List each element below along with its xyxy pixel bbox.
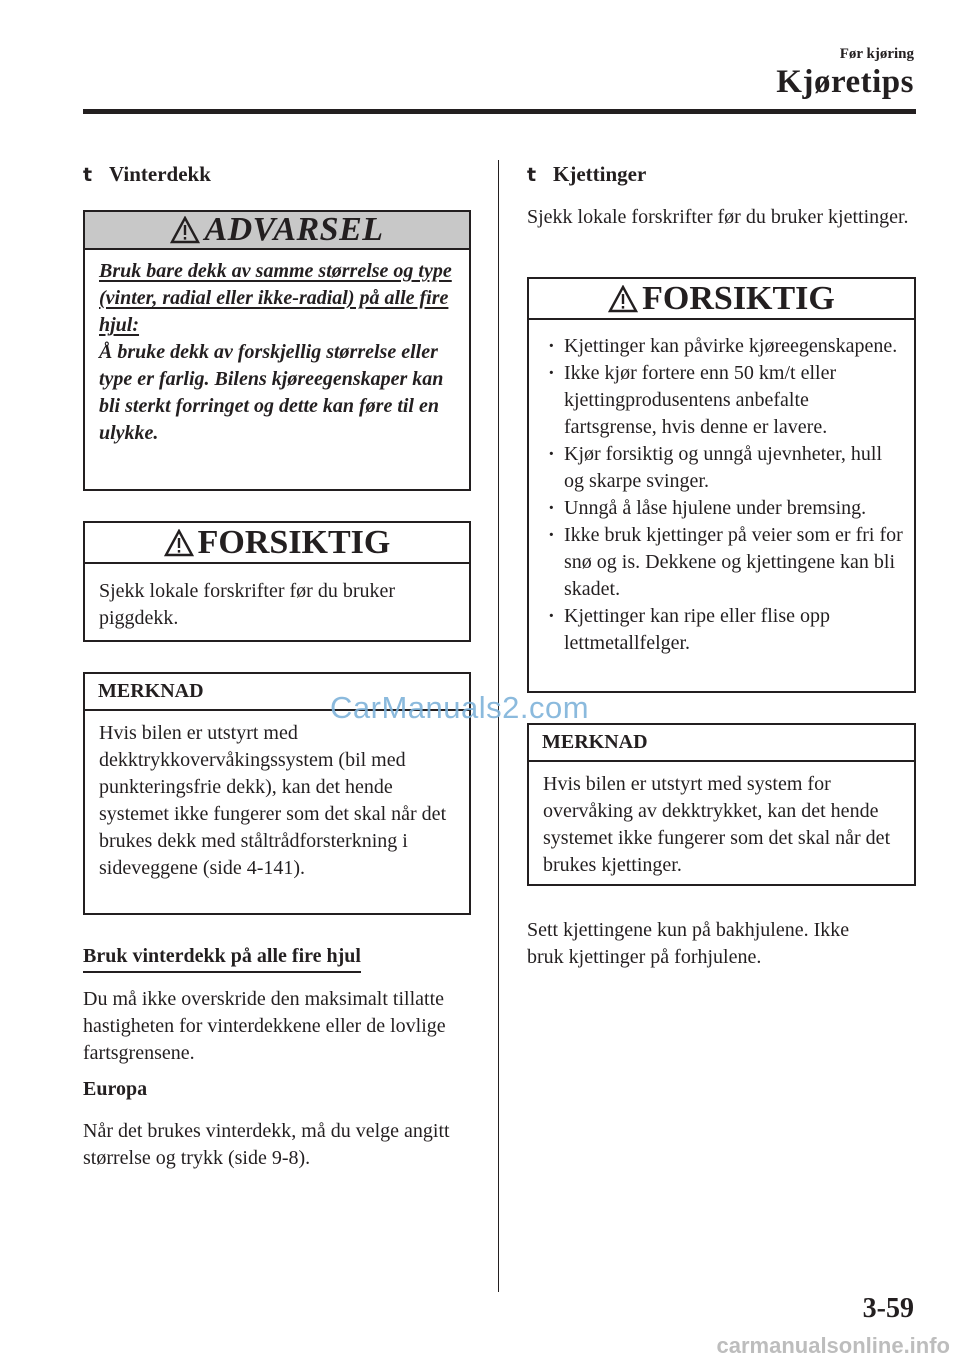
list-item: · Kjettinger kan påvirke kjøreegenskapene. <box>543 333 906 360</box>
advarsel-text: Å bruke dekk av forskjellig størrelse eller type er farlig. Bilens kjøreegenskaper kan bli sterkt forringet og dette kan føre til en ulykke. <box>99 341 444 444</box>
watermark-text: CarManuals2.com <box>330 690 590 725</box>
advarsel-box <box>83 210 471 491</box>
advarsel-title-bar <box>85 212 469 250</box>
forsiktig-list <box>543 333 906 657</box>
merknad-title: MERKNAD <box>85 674 469 711</box>
list-item: · Kjør forsiktig og unngå ujevnheter, hull og skarpe svinger. <box>543 441 906 495</box>
heading-kjettinger <box>527 162 646 187</box>
forsiktig-box-left <box>83 521 471 642</box>
list-item: · Unngå å låse hjulene under bremsing. <box>543 495 906 522</box>
closing-paragraph: Sett kjettingene kun på bakhjulene. Ikke bruk kjettinger på forhjulene. <box>527 919 850 968</box>
advarsel-title: ADVARSEL <box>204 211 384 248</box>
advarsel-body <box>85 250 469 457</box>
page-number: 3-59 <box>862 1293 914 1324</box>
forsiktig-title: FORSIKTIG <box>197 523 391 561</box>
warning-triangle-icon <box>170 216 200 244</box>
merknad-title: MERKNAD <box>529 725 914 762</box>
forsiktig-body: Sjekk lokale forskrifter før du bruker piggdekk. <box>99 580 396 629</box>
heading-marker: t <box>527 164 537 186</box>
advarsel-underlined-text: Bruk bare dekk av samme størrelse og type (vinter, radial eller ikke-radial) på alle fire hjul: <box>99 260 452 336</box>
list-item: · Ikke kjør fortere enn 50 km/t eller kjettingprodusentens anbefalte fartsgrense, hvis denne er lavere. <box>543 360 906 441</box>
chapter-title: Før kjøring <box>839 46 914 62</box>
heading-label: Vinterdekk <box>109 162 211 186</box>
heading-vinterdekk <box>83 162 211 187</box>
forsiktig-list-body <box>529 320 914 667</box>
list-item: · Kjettinger kan ripe eller flise opp lettmetallfelger. <box>543 603 906 657</box>
heading-marker: t <box>83 164 93 186</box>
forsiktig-title-bar <box>529 279 914 320</box>
list-item: · Ikke bruk kjettinger på veier som er fri for snø og is. Dekkene og kjettingene kan bli skadet. <box>543 522 906 603</box>
section-title: Kjøretips <box>776 64 914 100</box>
heading-label: Kjettinger <box>553 162 647 186</box>
warning-triangle-icon <box>608 285 638 313</box>
footer-watermark: carmanualsonline.info <box>716 1333 950 1358</box>
column-divider <box>498 160 499 1292</box>
merknad-body: Hvis bilen er utstyrt med system for overvåking av dekktrykket, kan det hende systemet ikke fungerer som det skal når det brukes kjettinger. <box>543 773 891 876</box>
forsiktig-title-bar <box>85 523 469 564</box>
merknad-box-right <box>527 723 916 886</box>
subheading-vinterdekk: Bruk vinterdekk på alle fire hjul <box>83 945 361 973</box>
europa-heading: Europa <box>83 1078 148 1100</box>
kjettinger-intro: Sjekk lokale forskrifter før du bruker kjettinger. <box>527 206 909 228</box>
forsiktig-title: FORSIKTIG <box>642 279 835 317</box>
paragraph-speed: Du må ikke overskride den maksimalt tillatte hastigheten for vinterdekkene eller de lovlige fartsgrensene. <box>83 988 446 1064</box>
forsiktig-box-right <box>527 277 916 693</box>
header-rule <box>83 109 916 114</box>
paragraph-europa: Når det brukes vinterdekk, må du velge angitt størrelse og trykk (side 9-8). <box>83 1120 450 1169</box>
merknad-body: Hvis bilen er utstyrt med dekktrykkovervåkingssystem (bil med punkteringsfrie dekk), kan det hende systemet ikke fungerer som det skal når det brukes dekk med ståltrådforsterkning i sideveggene (side 4-141). <box>99 722 447 879</box>
warning-triangle-icon <box>164 529 194 557</box>
